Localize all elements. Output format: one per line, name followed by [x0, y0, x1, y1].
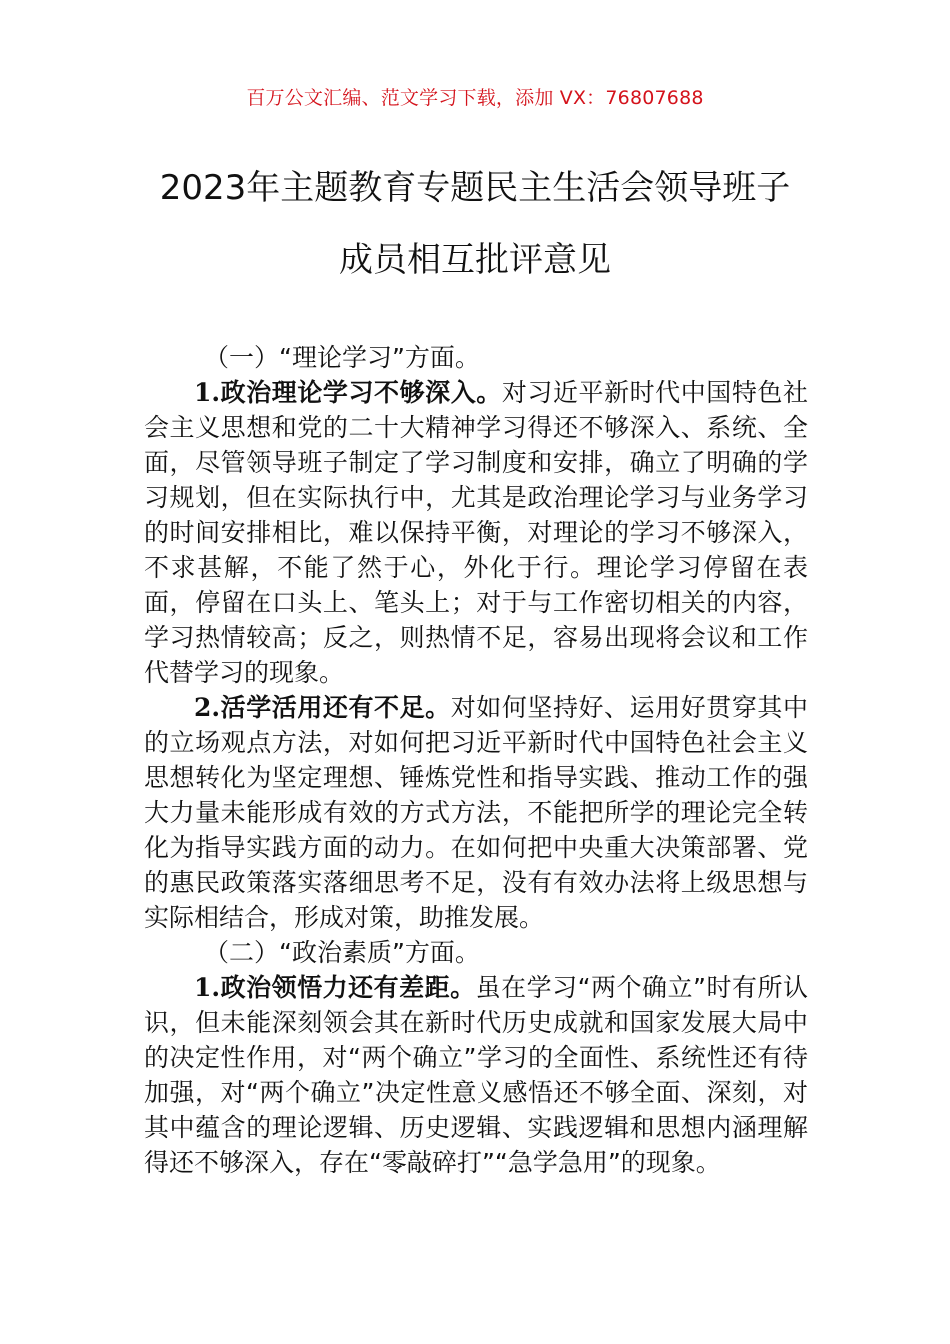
paragraph-text: 对如何坚持好、运用好贯穿其中的立场观点方法，对如何把习近平新时代中国特色社会主义思想转化为坚定理想、锤炼党性和指导实践、推动工作的强大力量未能形成有效的方式方法，不能把所学的理论完全转化为指导实践方面的动力。在如何把中央重大决策部署、党的惠民政策落实落细思考不足，没有有效办法将上级思想与实际相结合，形成对策，助推发展。	[144, 693, 808, 932]
document-title	[100, 152, 850, 296]
paragraph	[144, 690, 808, 935]
paragraph-lead: 2.活学活用还有不足。	[194, 693, 451, 722]
paragraph	[144, 970, 808, 1180]
header-note: 百万公文汇编、范文学习下载，添加 VX：76807688	[246, 87, 704, 109]
paragraph-text: 对习近平新时代中国特色社会主义思想和党的二十大精神学习得还不够深入、系统、全面，尽管领导班子制定了学习制度和安排，确立了明确的学习规划，但在实际执行中，尤其是政治理论学习与业务学习的时间安排相比，难以保持平衡，对理论的学习不够深入，不求甚解，不能了然于心，外化于行。理论学习停留在表面，停留在口头上、笔头上；对于与工作密切相关的内容，学习热情较高；反之，则热情不足，容易出现将会议和工作代替学习的现象。	[144, 378, 808, 687]
section-heading: （二）“政治素质”方面。	[204, 938, 480, 967]
document-title-line-1: 2023年主题教育专题民主生活会领导班子	[159, 168, 791, 208]
paragraph	[144, 375, 808, 690]
paragraph-lead: 1.政治理论学习不够深入。	[194, 378, 502, 407]
paragraph-text: 虽在学习“两个确立”时有所认识，但未能深刻领会其在新时代历史成就和国家发展大局中的决定性作用，对“两个确立”学习的全面性、系统性还有待加强，对“两个确立”决定性意义感悟还不够全面、深刻，对其中蕴含的理论逻辑、历史逻辑、实践逻辑和思想内涵理解得还不够深入，存在“零敲碎打”“急学急用”的现象。	[144, 973, 808, 1177]
document-body	[144, 340, 808, 1180]
section-heading: （一）“理论学习”方面。	[204, 343, 480, 372]
paragraph-lead: 1.政治领悟力还有差距。	[194, 973, 476, 1002]
document-title-line-2: 成员相互批评意见	[339, 240, 611, 280]
